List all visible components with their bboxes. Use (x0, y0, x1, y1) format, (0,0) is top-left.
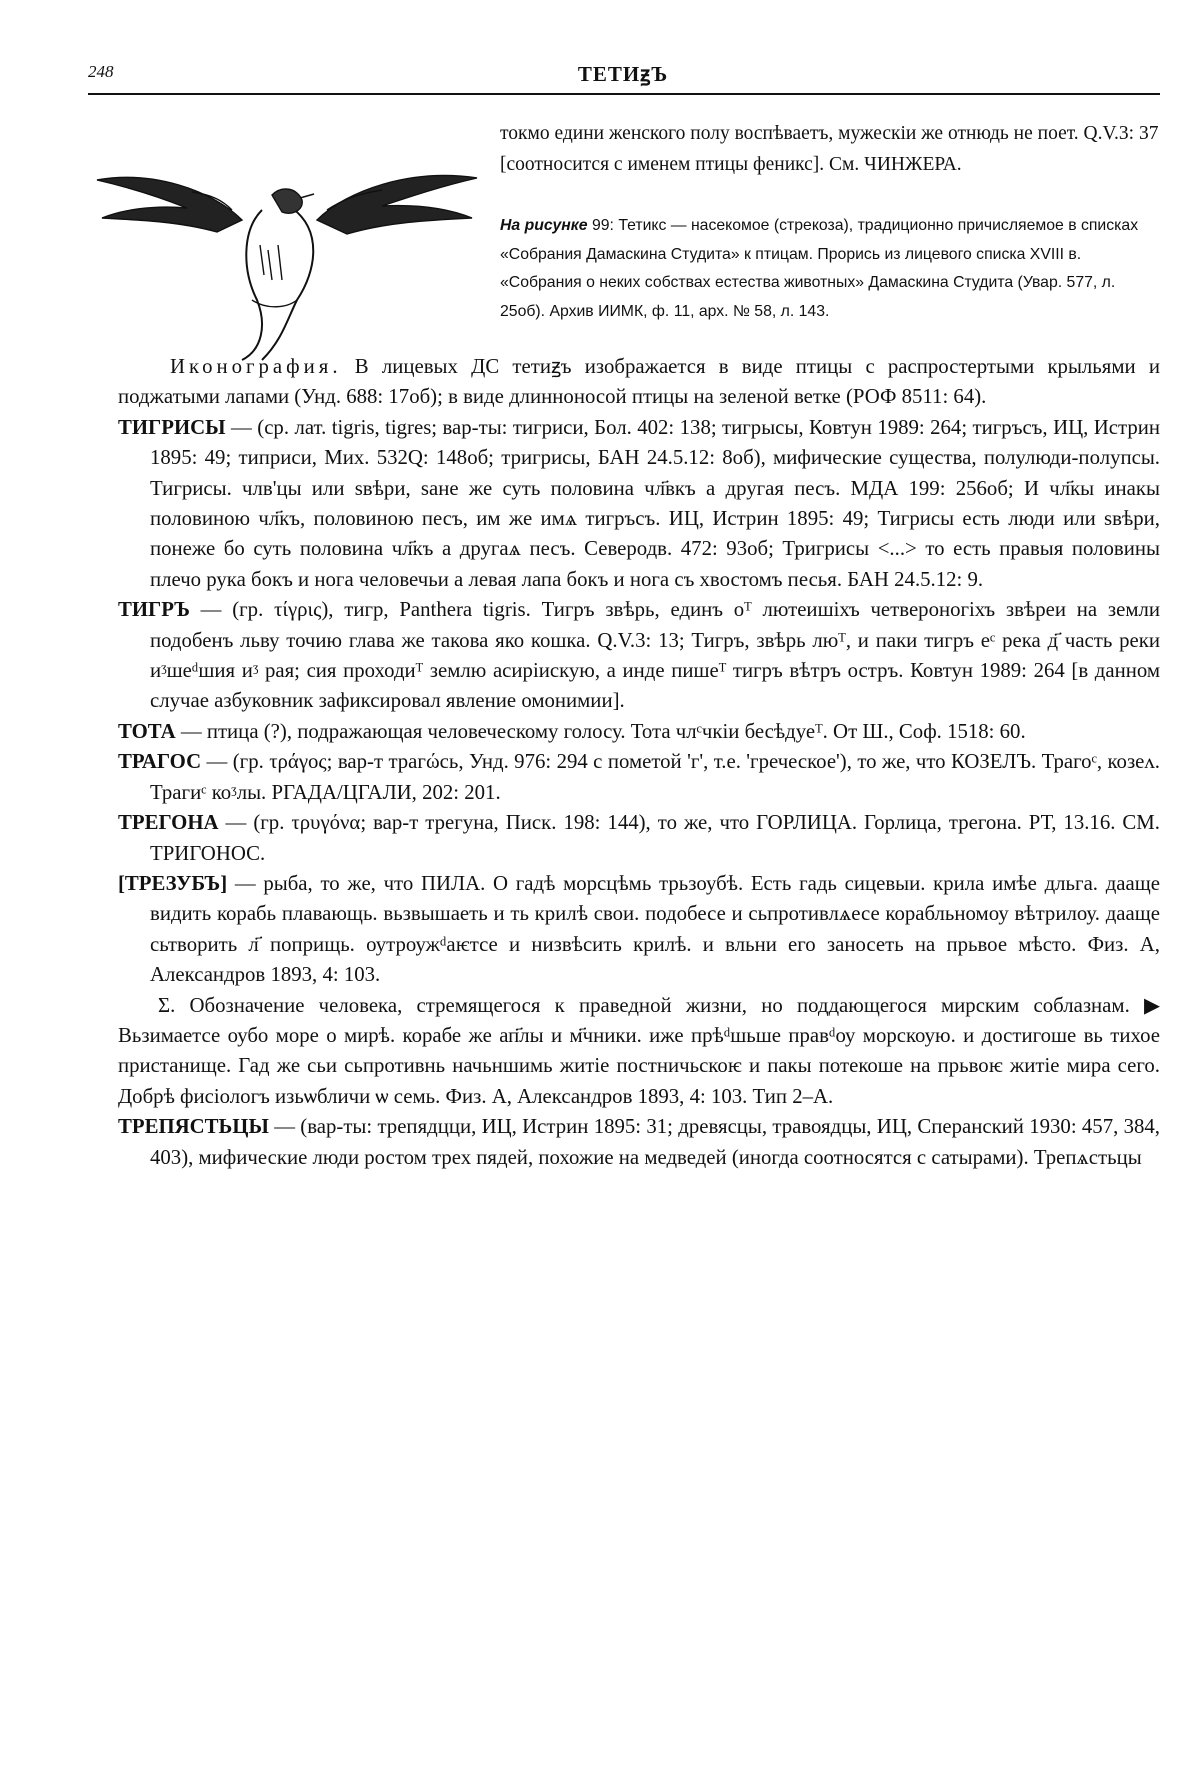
iconography-text: В лицевых ДС тетиꙃъ изображается в виде птицы с распростертыми крыльями и поджатыми лапами (Унд. 688: 17об); в виде длинноносой птицы на зеленой ветке (РОФ 8511: 64). (118, 355, 1160, 409)
entry-headword: ТОТА (118, 719, 176, 743)
entry-tigr (118, 595, 1160, 717)
iconography-paragraph (118, 352, 1160, 413)
entry-text: — рыба, то же, что ПИЛА. О гадѣ морсцѣмь трьзоубѣ. Есть гадь сицевыи. крила имѣе дльга. дааще видить корабь плавающь. вьзвышаеть и ть крилѣ свои. подобесе и сьпротивлѧесе корабльномоу вѣтрилоу. дааще сьтворить л҃ поприщь. оутроужᵈаѥтсе и низвѣсить крилѣ. и вльни его заносеть на прьвое мѣсто. Физ. А, Александров 1893, 4: 103. (150, 871, 1160, 987)
trezub-symbolism-paragraph: Σ. Обозначение человека, стремящегося к праведной жизни, но поддающегося мирским соблазнам. ▶ Вьзимаетсе оубо море о мирѣ. корабе же ап҃лы и м҃чники. иже прѣᵈшьше правᵈоу морскоую. и достигоше вь тихое пристанище. Гад же сьи сьпротивнь начьншимь житіе постничьскоѥ и пакы потекоше на прьвоѥ житіе мира сего. Добрѣ фисіологъ изьѡбличи ѡ семь. Физ. А, Александров 1893, 4: 103. Тип 2–А. (118, 993, 1160, 1108)
entry-headword: ТРАГОС (118, 750, 202, 774)
page-number: 248 (88, 62, 114, 81)
entry-continuation: токмо едини женского полу воспѣваетъ, мужескіи же отнюдь не поет. Q.V.3: 37 [соотносится с именем птицы феникс]. См. ЧИНЖЕРА. (500, 123, 1159, 175)
caption-lead: На рисунке (500, 217, 588, 234)
entry-tragos (118, 747, 1160, 808)
entry-trepyastcy (118, 1112, 1160, 1173)
entry-text: — (ср. лат. tigris, tigres; вар-ты: тигриси, Бол. 402: 138; тигрысы, Ковтун 1989: 264; тигръсъ, ИЦ, Истрин 1895: 49; типриси, Мих. 532Q: 148об; тригрисы, БАН 24.5.12: 8об), мифические существа, полулюди-полупсы. Тигрисы. члв'цы или ѕвѣри, ѕане же суть половина чл҃вкъ а другая песъ. МДА 199: 256об; И чл҃кы инакы половиною чл҃къ, половиною песъ, им же имѧ тигръсъ. ИЦ, Истрин 1895: 49; Тигрисы есть люди или ѕвѣри, понеже бо суть половина чл҃къ а другаѧ песъ. Северодв. 472: 93об; Тригрисы <...> то есть правыя половины плечо рука бокъ и нога человечьи а левая лапа бокъ и нога съ хвостомъ песья. БАН 24.5.12: 9. (150, 415, 1160, 591)
entry-text: — (гр. τρυγόνα; вар-т трегуна, Писк. 198: 144), то же, что ГОРЛИЦА. Горлица, трегона. РТ, 13.16. СМ. ТРИГОНОС. (150, 811, 1160, 865)
entry-text: — (вар-ты: трепядцци, ИЦ, Истрин 1895: 31; древясцы, травоядцы, ИЦ, Сперанский 1930: 457, 384, 403), мифические люди ростом трех пядей, похожие на медведей (иногда соотносятся с сатырами). Трепѧстьцы (150, 1115, 1160, 1169)
bird-illustration (92, 150, 482, 365)
entry-tigrisy (118, 413, 1160, 595)
entry-text: — птица (?), подражающая человеческому голосу. Тота члᶜчкіи бесѣдуеᵀ. От Ш., Соф. 1518: 60. (175, 719, 1026, 743)
iconography-label: Иконография. (170, 355, 342, 378)
entry-headword: ТИГРИСЫ (118, 415, 226, 439)
running-head (88, 62, 1158, 92)
running-title: ТЕТИꙃЪ (577, 62, 669, 86)
entry-headword: ТИГРЪ (118, 598, 190, 622)
entry-tota (118, 717, 1160, 747)
entry-text: — (гр. τίγρις), тигр, Panthera tigris. Тигръ звѣрь, единъ oᵀ лютеишіхъ четвероногіхъ звѣреи на земли подобенъ льву точию глава же такова яко кошка. Q.V.3: 13; Тигръ, звѣрь люᵀ, и паки тигръ еᶜ река д҃ часть реки иᶾшеᵈшия иᶾ рая; сия проходиᵀ землю асиріискую, а инде пишеᵀ тигръ вѣтръ остръ. Ковтун 1989: 264 [в данном случае азбуковник зафиксировал явление омонимии]. (150, 598, 1160, 713)
entry-text: — (гр. τράγος; вар-т трагώсь, Унд. 976: 294 с пометой 'г', т.е. 'греческое'), то же, что КОЗЕЛЪ. Трагоᶜ, козеᴧ. Трагиᶜ коᶾлы. РГАДА/ЦГАЛИ, 202: 201. (150, 750, 1160, 804)
dictionary-body (118, 352, 1160, 1173)
header-rule (88, 93, 1160, 95)
entry-headword: ТРЕГОНА (118, 811, 219, 835)
entry-tregona (118, 808, 1160, 869)
entry-headword: ТРЕПЯСТЬЦЫ (118, 1115, 269, 1139)
figure-caption (500, 212, 1160, 326)
entry-headword: [ТРЕЗУБЪ] (118, 871, 228, 895)
entry-trezub (118, 869, 1160, 991)
caption-text: 99: Тетикс — насекомое (стрекоза), традиционно причисляемое в списках «Собрания Дамаскина Студита» к птицам. Прорись из лицевого списка XVIII в. «Собрания о неких собствах естества животных» Дамаскина Студита (Увар. 577, л. 25об). Архив ИИМК, ф. 11, арх. № 58, л. 143. (500, 217, 1139, 320)
